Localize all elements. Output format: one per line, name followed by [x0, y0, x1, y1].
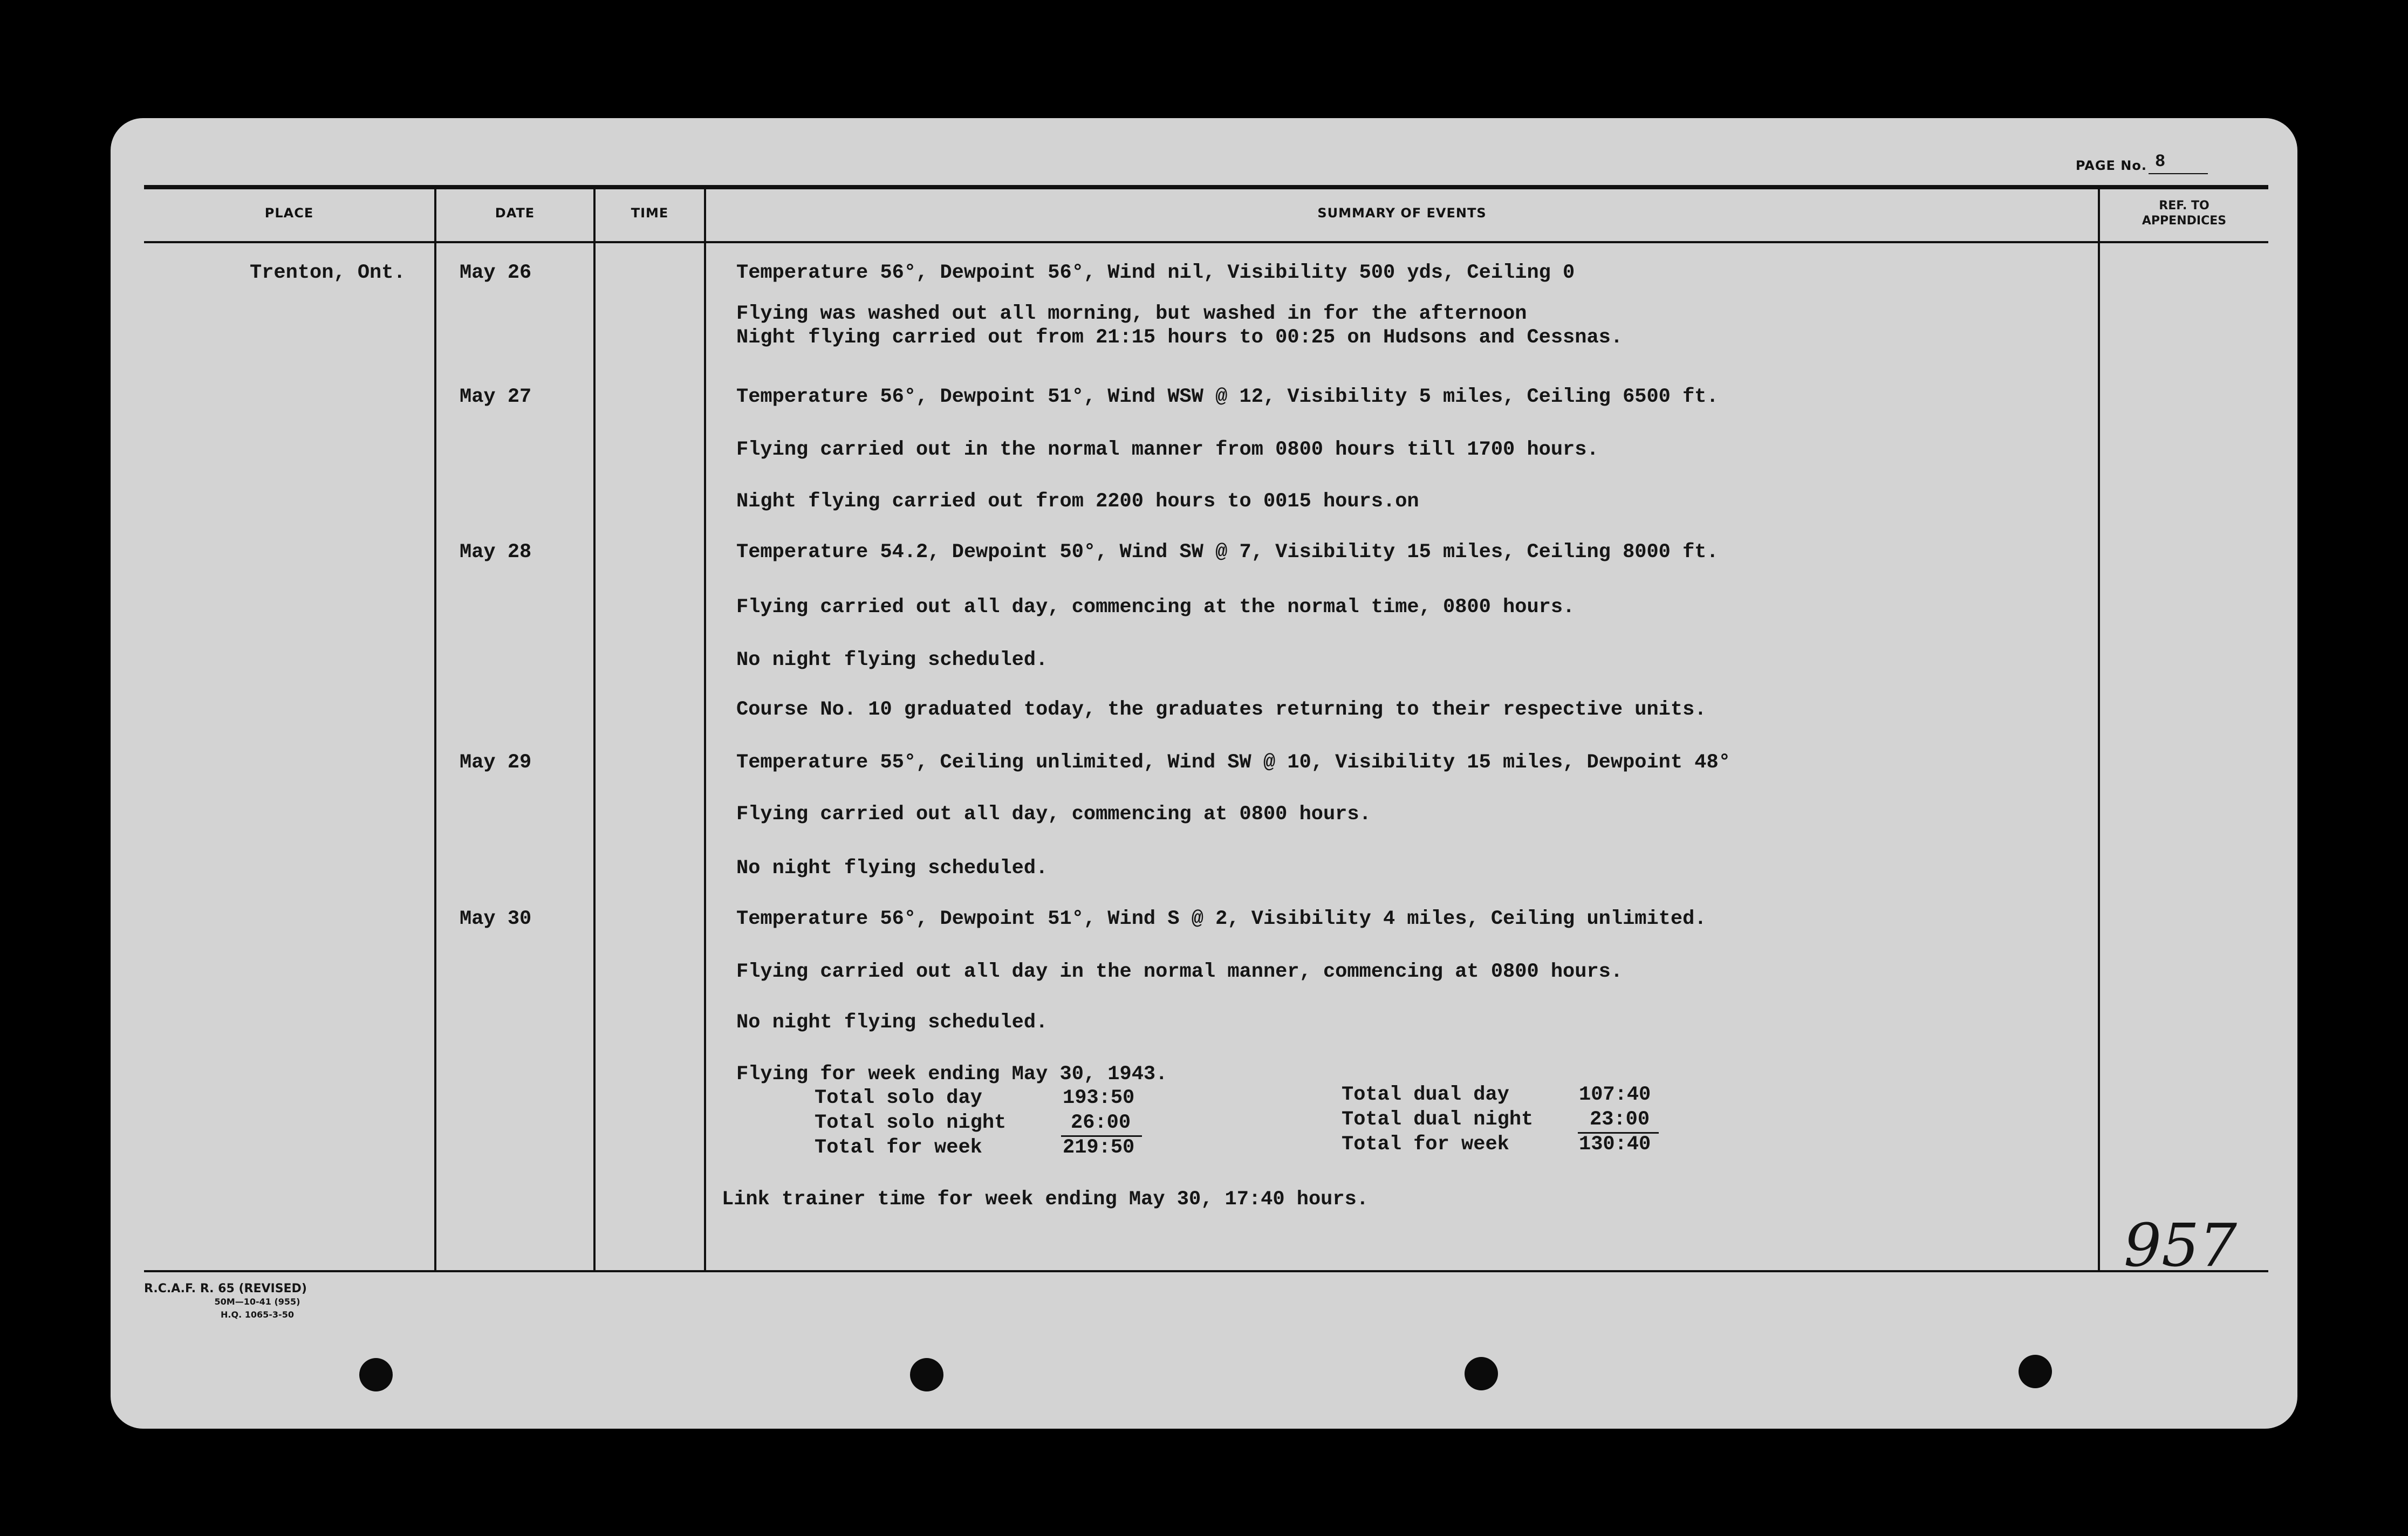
entry-text: Flying carried out all day, commencing at the normal time, 0800 hours.: [736, 596, 1575, 619]
form-id-line1: R.C.A.F. R. 65 (REVISED): [144, 1282, 307, 1295]
header-ref-line1: REF. TO: [2159, 199, 2209, 212]
entry-text: Temperature 56°, Dewpoint 51°, Wind S @ 2, Visibility 4 miles, Ceiling unlimited.: [736, 908, 1707, 930]
page-no-label: PAGE No.: [2075, 158, 2147, 173]
divider-place-date: [434, 189, 436, 1271]
header-date: DATE: [495, 205, 535, 221]
header-time: TIME: [631, 205, 669, 221]
entry-text: No night flying scheduled.: [736, 1011, 1048, 1034]
entry-text: Night flying carried out from 2200 hours to 0015 hours.on: [736, 490, 1419, 513]
total-solo-day-label: Total solo day: [815, 1087, 982, 1109]
handwritten-number: 957: [2124, 1211, 2237, 1280]
total-dual-week-value: 130:40: [1579, 1133, 1651, 1156]
total-solo-day-value: 193:50: [1063, 1087, 1135, 1109]
punch-hole: [2019, 1355, 2052, 1388]
divider-summary-ref: [2098, 189, 2100, 1271]
entry-text: No night flying scheduled.: [736, 649, 1048, 671]
total-solo-week-label: Total for week: [815, 1136, 982, 1159]
total-dual-night-value: 23:00: [1590, 1108, 1650, 1131]
entry-text: Temperature 56°, Dewpoint 51°, Wind WSW @ 12, Visibility 5 miles, Ceiling 6500 ft.: [736, 386, 1719, 408]
link-trainer-line: Link trainer time for week ending May 30, 17:40 hours.: [722, 1188, 1369, 1211]
date-may-28: May 28: [460, 541, 532, 564]
divider-time-summary: [704, 189, 706, 1271]
form-id-line2: 50M—10-41 (955): [214, 1297, 300, 1307]
total-solo-week-value: 219:50: [1063, 1136, 1135, 1159]
entry-text: No night flying scheduled.: [736, 857, 1048, 880]
header-place: PLACE: [264, 205, 314, 221]
entry-text: Flying for week ending May 30, 1943.: [736, 1063, 1168, 1086]
entry-text: Flying carried out all day, commencing at 0800 hours.: [736, 803, 1371, 826]
punch-hole: [910, 1358, 943, 1391]
top-rule: [144, 185, 2268, 189]
header-ref-line2: APPENDICES: [2142, 214, 2227, 228]
total-solo-night-value: 26:00: [1071, 1112, 1131, 1134]
entry-text: Flying was washed out all morning, but washed in for the afternoon: [736, 303, 1527, 325]
header-summary: SUMMARY OF EVENTS: [1317, 205, 1487, 221]
total-solo-night-label: Total solo night: [815, 1112, 1007, 1134]
total-dual-day-value: 107:40: [1579, 1084, 1651, 1106]
total-dual-week-label: Total for week: [1342, 1133, 1509, 1156]
place-cell: Trenton, Ont.: [250, 262, 406, 284]
date-may-29: May 29: [460, 751, 532, 774]
entry-text: Flying carried out in the normal manner from 0800 hours till 1700 hours.: [736, 438, 1599, 461]
date-may-27: May 27: [460, 386, 532, 408]
diary-form-card: [111, 118, 2297, 1429]
bottom-rule: [144, 1270, 2268, 1272]
entry-text: Course No. 10 graduated today, the graduates returning to their respective units.: [736, 698, 1707, 721]
entry-text: Flying carried out all day in the normal manner, commencing at 0800 hours.: [736, 961, 1623, 983]
page-no-underline: [2149, 173, 2208, 174]
punch-hole: [359, 1358, 393, 1391]
header-bottom-rule: [144, 241, 2268, 243]
date-may-30: May 30: [460, 908, 532, 930]
total-dual-night-label: Total dual night: [1342, 1108, 1534, 1131]
punch-hole: [1465, 1357, 1498, 1390]
entry-text: Temperature 55°, Ceiling unlimited, Wind SW @ 10, Visibility 15 miles, Dewpoint 48°: [736, 751, 1730, 774]
total-dual-day-label: Total dual day: [1342, 1084, 1509, 1106]
page-no-value: 8: [2155, 152, 2166, 172]
form-id-line3: H.Q. 1065-3-50: [221, 1309, 294, 1320]
divider-date-time: [593, 189, 596, 1271]
date-may-26: May 26: [460, 262, 532, 284]
entry-text: Temperature 56°, Dewpoint 56°, Wind nil, Visibility 500 yds, Ceiling 0: [736, 262, 1575, 284]
entry-text: Night flying carried out from 21:15 hours to 00:25 on Hudsons and Cessnas.: [736, 326, 1623, 349]
entry-text: Temperature 54.2, Dewpoint 50°, Wind SW @ 7, Visibility 15 miles, Ceiling 8000 ft.: [736, 541, 1719, 564]
